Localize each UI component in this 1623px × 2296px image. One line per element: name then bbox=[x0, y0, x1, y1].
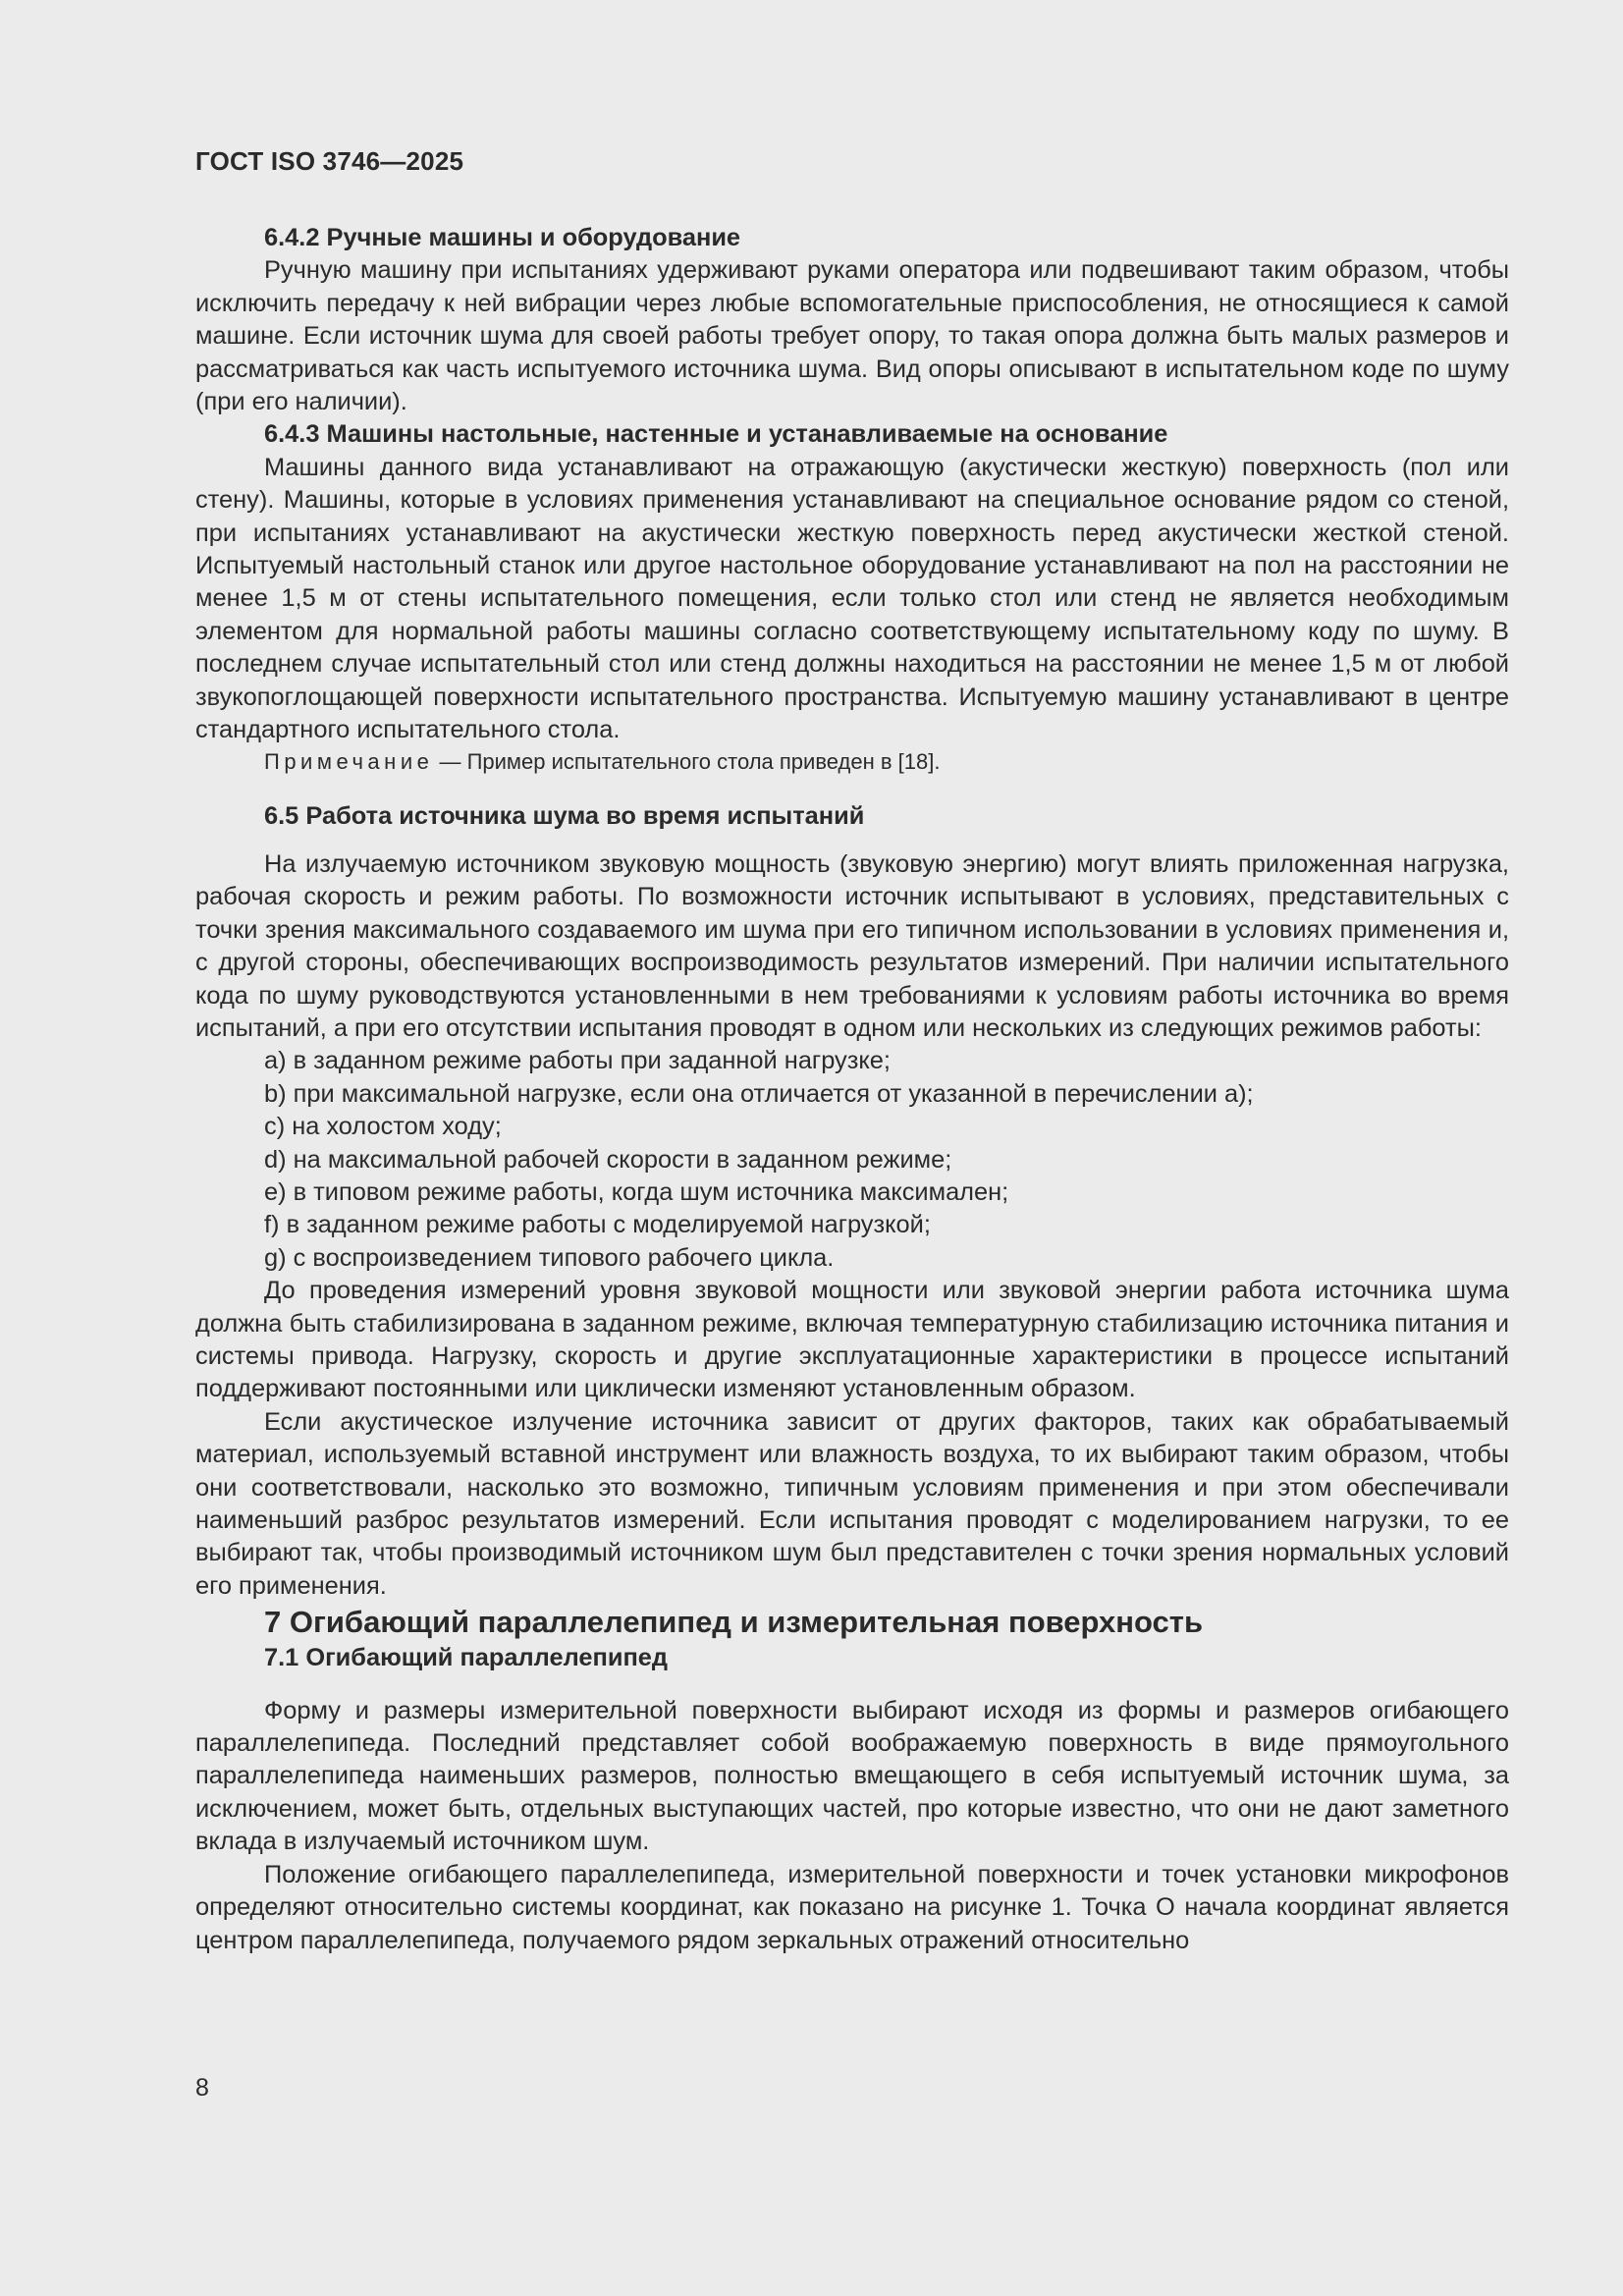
paragraph-6-4-2: Ручную машину при испытаниях удерживают руками оператора или подвешивают таким образом, чтобы исключить передачу к ней вибрации через любые вспомогательные приспособления, не относящиеся к самой машине. Если источник шума для своей работы требует опору, то такая опора должна быть малых размеров и рассматриваться как часть испытуемого источника шума. Вид опоры описывают в испытательном коде по шуму (при его наличии). bbox=[195, 256, 1509, 416]
list-item: c) на холостом ходу; bbox=[264, 1113, 502, 1141]
paragraph-6-5-intro: На излучаемую источником звуковую мощность (звуковую энергию) могут влиять приложенная нагрузка, рабочая скорость и режим работы. По возможности источник испытывают в условиях, представительных с точки зрения максимального создаваемого им шума при его типичном использовании в условиях применения и, с другой стороны, обеспечивающих воспроизводимость результатов измерений. При наличии испытательного кода по шуму руководствуются установленными в нем требованиями к условиям работы источника во время испытаний, а при его отсутствии испытания проводят в одном или нескольких из следующих режимов работы: bbox=[195, 849, 1509, 1042]
list-item: b) при максимальной нагрузке, если она отличается от указанной в перечислении а); bbox=[264, 1079, 1254, 1108]
page-number: 8 bbox=[195, 2074, 209, 2102]
document-header: ГОСТ ISO 3746—2025 bbox=[195, 146, 464, 176]
heading-6-4-2: 6.4.2 Ручные машины и оборудование bbox=[264, 224, 741, 251]
list-item: d) на максимальной рабочей скорости в заданном режиме; bbox=[264, 1145, 952, 1174]
list-item: e) в типовом режиме работы, когда шум источника максимален; bbox=[264, 1177, 1009, 1206]
list-item: g) с воспроизведением типового рабочего цикла. bbox=[264, 1243, 835, 1272]
note-text: — Пример испытательного стола приведен в [18]. bbox=[433, 748, 941, 774]
note-label: Примечание bbox=[264, 748, 434, 774]
heading-7: 7 Огибающий параллелепипед и измерительная поверхность bbox=[264, 1605, 1204, 1640]
paragraph-6-5-factors: Если акустическое излучение источника зависит от других факторов, таких как обрабатываемый материал, используемый вставной инструмент или влажность воздуха, то их выбирают таким образом, чтобы они соответствовали, насколько это возможно, типичным условиям применения и при этом обеспечивали наименьший разброс результатов измерений. Если испытания проводят с моделированием нагрузки, то ее выбирают так, чтобы производимый источником шум был представителен с точки зрения нормальных условий его применения. bbox=[195, 1407, 1509, 1600]
paragraph-7-1-position: Положение огибающего параллелепипеда, измерительной поверхности и точек установки микрофонов определяют относительно системы координат, как показано на рисунке 1. Точка О начала координат является центром параллелепипеда, получаемого рядом зеркальных отражений относительно bbox=[195, 1860, 1509, 1954]
paragraph-6-5-stabilization: До проведения измерений уровня звуковой мощности или звуковой энергии работа источника шума должна быть стабилизирована в заданном режиме, включая температурную стабилизацию источника питания и системы привода. Нагрузку, скорость и другие эксплуатационные характеристики в процессе испытаний поддерживают постоянными или циклически изменяют установленным образом. bbox=[195, 1277, 1509, 1403]
note bbox=[195, 747, 1509, 777]
list-item: f) в заданном режиме работы с моделируемой нагрузкой; bbox=[264, 1211, 931, 1239]
heading-6-4-3: 6.4.3 Машины настольные, настенные и устанавливаемые на основание bbox=[264, 420, 1168, 449]
heading-6-5: 6.5 Работа источника шума во время испытаний bbox=[264, 801, 865, 830]
document-body bbox=[195, 222, 1509, 1957]
heading-7-1: 7.1 Огибающий параллелепипед bbox=[264, 1644, 669, 1672]
operating-modes-list bbox=[195, 1045, 1509, 1275]
paragraph-7-1-shape: Форму и размеры измерительной поверхности выбирают исходя из формы и размеров огибающего параллелепипеда. Последний представляет собой воображаемую поверхность в виде прямоугольного параллелепипеда наименьших размеров, полностью вмещающего в себя испытуемый источник шума, за исключением, может быть, отдельных выступающих частей, про которые известно, что они не дают заметного вклада в излучаемый источником шум. bbox=[195, 1696, 1509, 1856]
paragraph-6-4-3: Машины данного вида устанавливают на отражающую (акустически жесткую) поверхность (пол или стену). Машины, которые в условиях применения устанавливают на специальное основание рядом со стеной, при испытаниях устанавливают на акустически жесткую поверхность перед акустически жесткой стеной. Испытуемый настольный станок или другое настольное оборудование устанавливают на пол на расстоянии не менее 1,5 м от стены испытательного помещения, если только стол или стенд не является необходимым элементом для нормальной работы машины согласно соответствующему испытательному коду по шуму. В последнем случае испытательный стол или стенд должны находиться на расстоянии не менее 1,5 м от любой звукопоглощающей поверхности испытательного пространства. Испытуемую машину устанавливают в центре стандартного испытательного стола. bbox=[195, 453, 1509, 744]
list-item: a) в заданном режиме работы при заданной нагрузке; bbox=[264, 1047, 891, 1075]
